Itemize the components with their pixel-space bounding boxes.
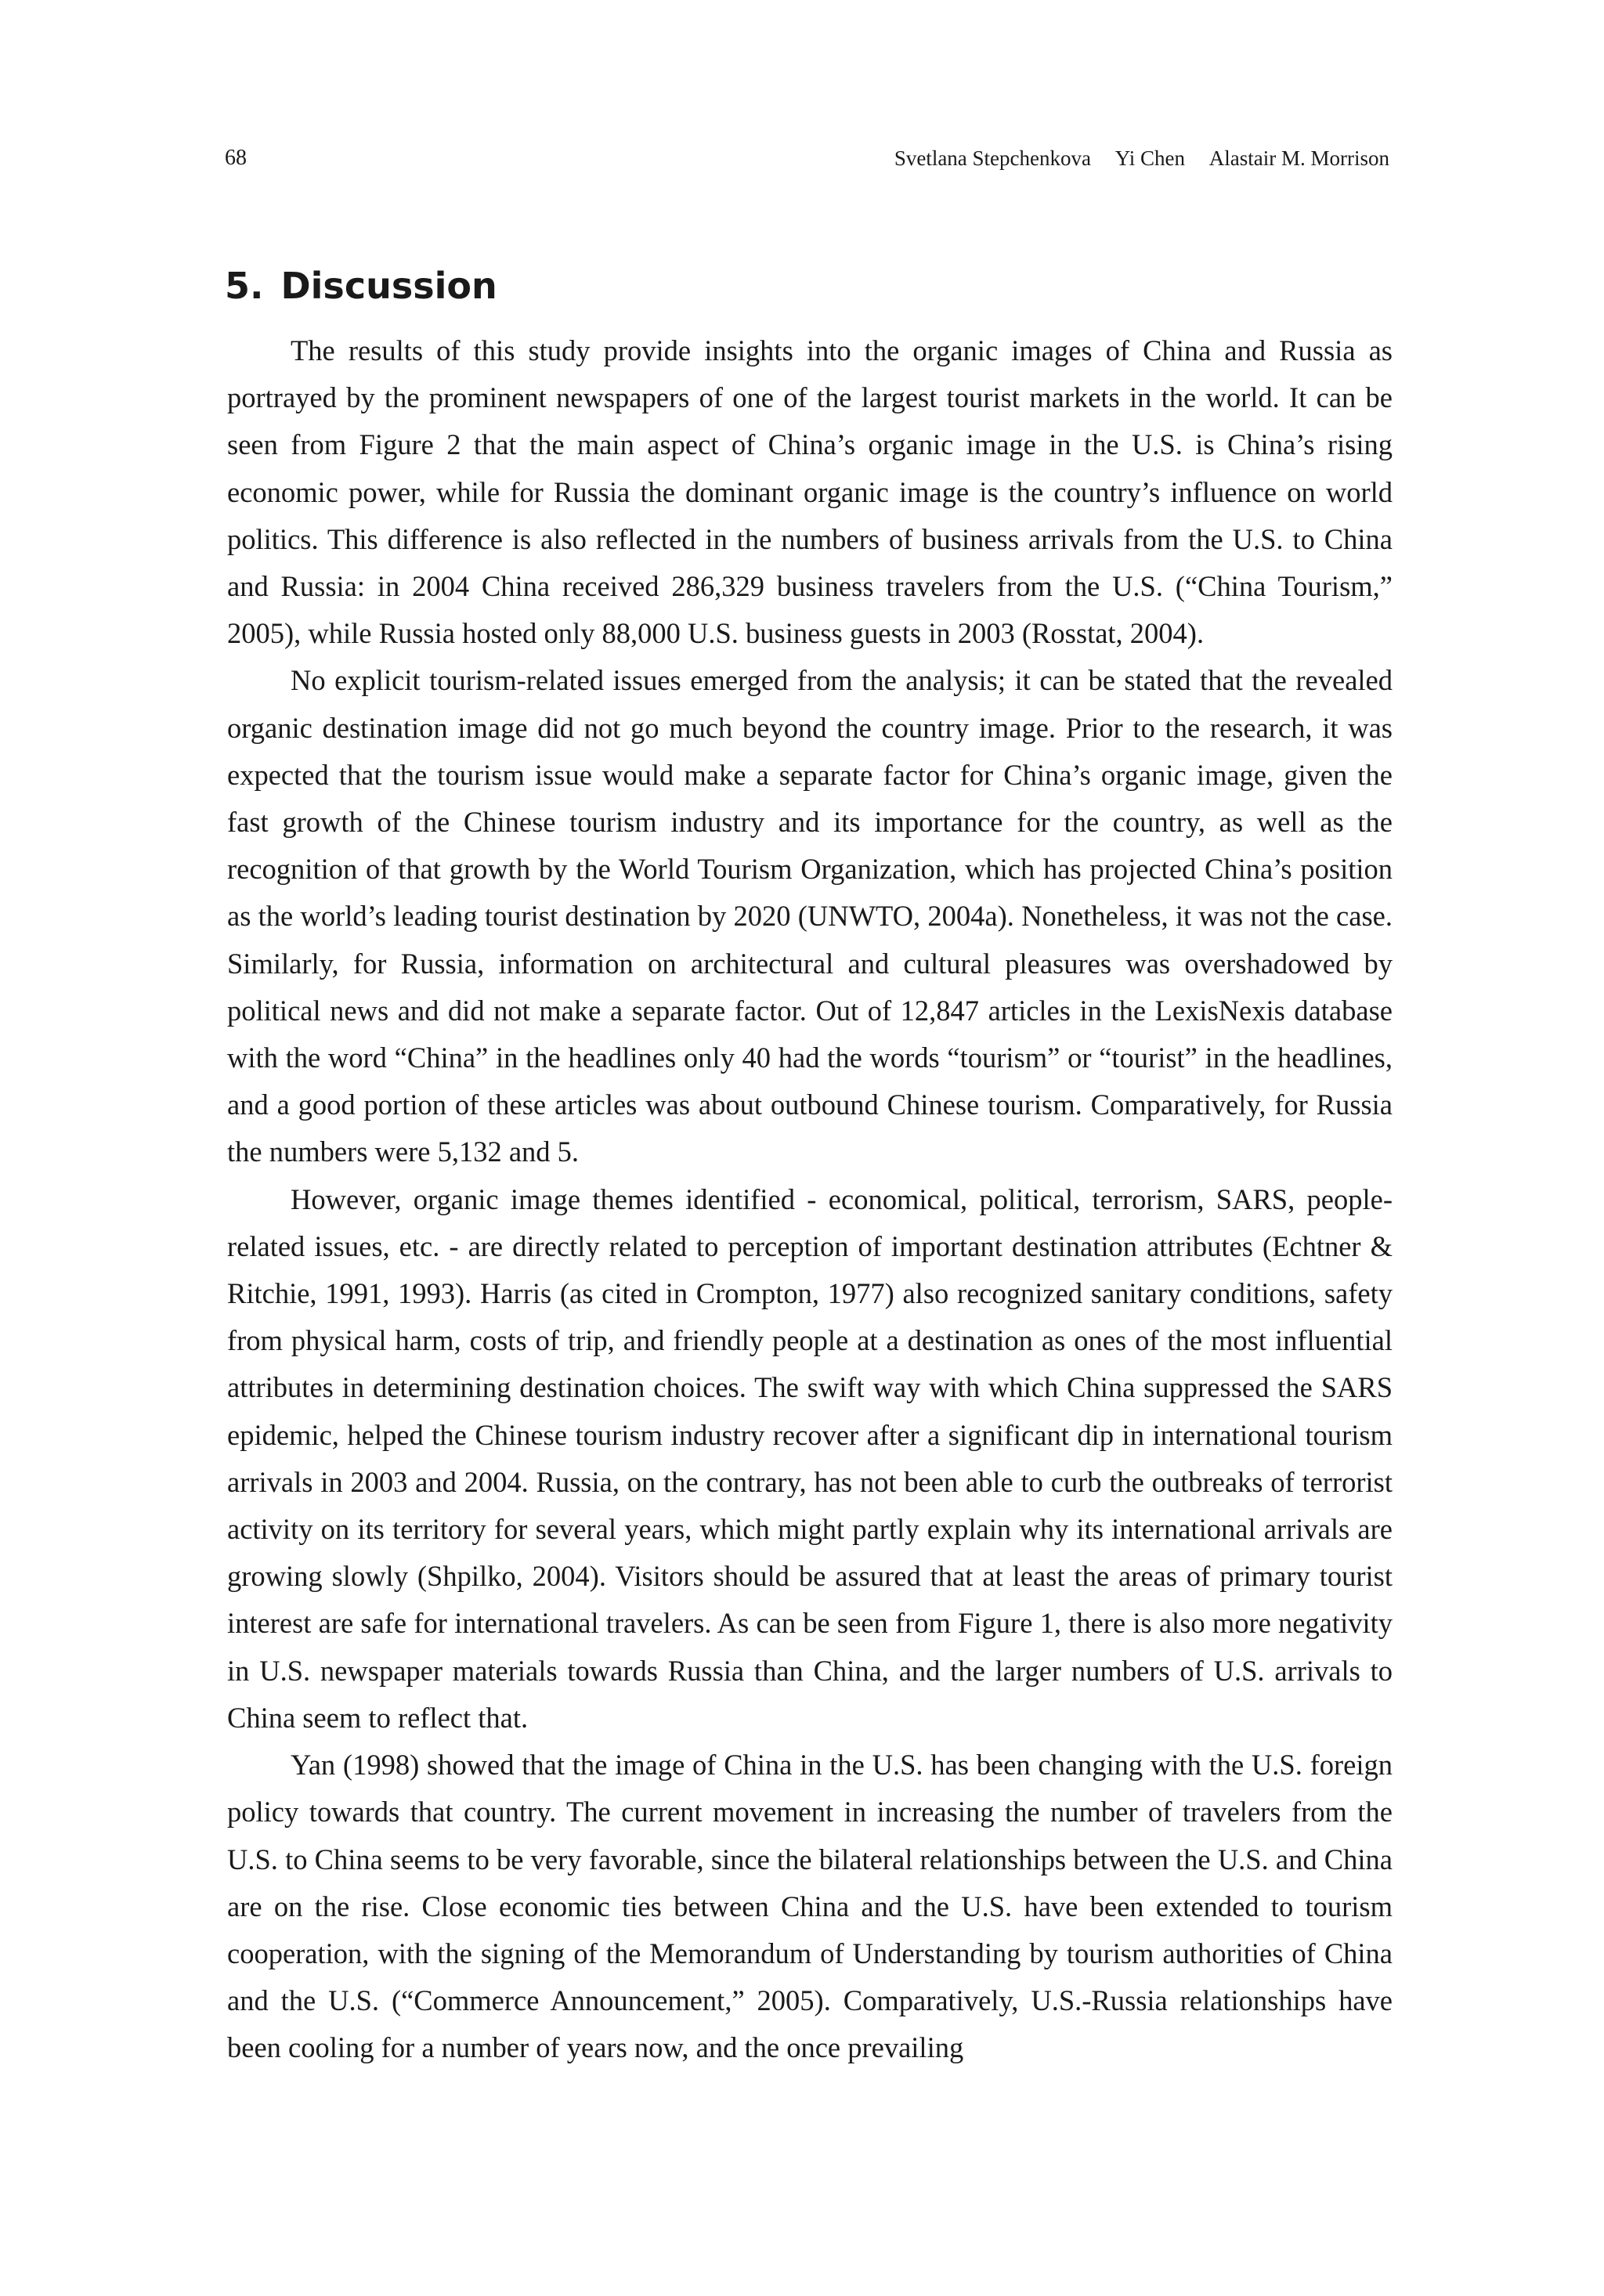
- body-text: [227, 327, 1393, 2072]
- paragraph: The results of this study provide insights into the organic images of China and Russia as portrayed by the prominent newspapers of one of the largest tourist markets in the world. It can be seen from Figure 2 that the main aspect of China’s organic image in the U.S. is China’s rising economic power, while for Russia the dominant organic image is the country’s influence on world politics. This difference is also reflected in the numbers of business arrivals from the U.S. to China and Russia: in 2004 China received 286,329 business travelers from the U.S. (“China Tourism,” 2005), while Russia hosted only 88,000 U.S. business guests in 2003 (Rosstat, 2004).: [227, 334, 1393, 650]
- author-name: Alastair M. Morrison: [1208, 146, 1389, 170]
- author-name: Yi Chen: [1114, 146, 1186, 170]
- running-head-authors: [894, 143, 1389, 174]
- page-number: 68: [225, 146, 247, 170]
- paragraph: Yan (1998) showed that the image of China in the U.S. has been changing with the U.S. foreign policy towards that country. The current movement in increasing the number of travelers from the U.S. to China seems to be very favorable, since the bilateral relationships between the U.S. and China are on the rise. Close economic ties between China and the U.S. have been extended to tourism cooperation, with the signing of the Memorandum of Understanding by tourism authorities of China and the U.S. (“Commerce Announcement,” 2005). Comparatively, U.S.-Russia relationships have been cooling for a number of years now, and the once prevailing: [227, 1749, 1393, 2064]
- section-title: Discussion: [280, 265, 497, 307]
- paragraph: No explicit tourism-related issues emerged from the analysis; it can be stated that the revealed organic destination image did not go much beyond the country image. Prior to the research, it was expected that the tourism issue would make a separate factor for China’s organic image, given the fast growth of the Chinese tourism industry and its importance for the country, as well as the recognition of that growth by the World Tourism Organization, which has projected China’s position as the world’s leading tourist destination by 2020 (UNWTO, 2004a). Nonetheless, it was not the case. Similarly, for Russia, information on architectural and cultural pleasures was overshadowed by political news and did not make a separate factor. Out of 12,847 articles in the LexisNexis database with the word “China” in the headlines only 40 had the words “tourism” or “tourist” in the headlines, and a good portion of these articles was about outbound Chinese tourism. Comparatively, for Russia the numbers were 5,132 and 5.: [227, 664, 1393, 1168]
- section-heading: [225, 258, 497, 313]
- section-number: 5.: [225, 265, 264, 307]
- paragraph: However, organic image themes identified - economical, political, terrorism, SARS, people-related issues, etc. - are directly related to perception of important destination attributes (Echtner & Ritchie, 1991, 1993). Harris (as cited in Crompton, 1977) also recognized sanitary conditions, safety from physical harm, costs of trip, and friendly people at a destination as ones of the most influential attributes in determining destination choices. The swift way with which China suppressed the SARS epidemic, helped the Chinese tourism industry recover after a significant dip in international tourism arrivals in 2003 and 2004. Russia, on the contrary, has not been able to curb the outbreaks of terrorist activity on its territory for several years, which might partly explain why its international arrivals are growing slowly (Shpilko, 2004). Visitors should be assured that at least the areas of primary tourist interest are safe for international travelers. As can be seen from Figure 1, there is also more negativity in U.S. newspaper materials towards Russia than China, and the larger numbers of U.S. arrivals to China seem to reflect that.: [227, 1182, 1393, 1734]
- author-name: Svetlana Stepchenkova: [894, 146, 1091, 170]
